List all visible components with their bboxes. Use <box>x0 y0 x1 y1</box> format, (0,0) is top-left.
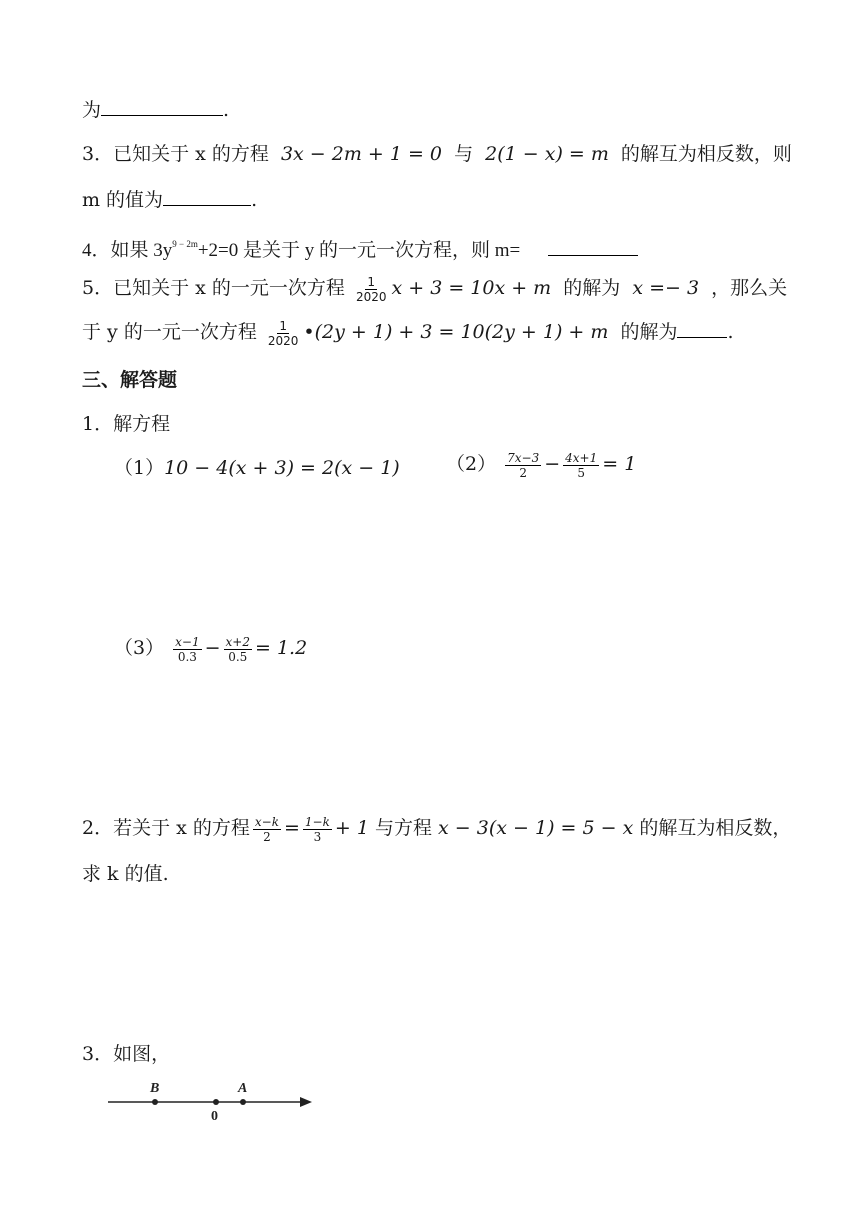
fill-q4 <box>82 230 638 265</box>
frac-num: x+2 <box>225 634 250 649</box>
fraction-1-over-2020 <box>266 319 301 348</box>
fraction <box>505 451 541 480</box>
frac-den: 3 <box>313 829 322 844</box>
fraction <box>303 815 332 844</box>
point-B <box>152 1099 158 1105</box>
frac-num: x−k <box>254 814 279 829</box>
answer-blank <box>548 237 638 256</box>
rhs: = 1 <box>602 453 637 475</box>
text-prefix: 为 <box>82 99 102 121</box>
frac-den: 2 <box>263 829 271 844</box>
point-A <box>240 1099 246 1105</box>
answer-blank <box>163 187 251 206</box>
prev-question-tail <box>82 96 229 124</box>
problem-2-equation: x − 3(x − 1) = 5 − x <box>438 817 634 839</box>
problem-1c <box>114 634 307 664</box>
problem-1a <box>114 454 400 482</box>
q4-rest: +2=0 是关于 y 的一元一次方程，则 m= <box>197 240 521 261</box>
equals-sign: = <box>283 817 300 839</box>
problem-3-title: 3．如图， <box>82 1043 171 1065</box>
problem-1-title: 1．解方程 <box>82 413 171 435</box>
frac-den: 2020 <box>267 333 299 348</box>
frac-num: 1 <box>279 318 287 333</box>
fraction <box>563 451 599 480</box>
item-label: （3） <box>114 637 165 659</box>
fraction <box>173 635 201 664</box>
problem-2-mid: 与方程 <box>374 817 432 839</box>
frac-num: 7x−3 <box>507 450 540 465</box>
q3-equation-1: 3x − 2m + 1 = 0 <box>280 143 443 165</box>
item-label: （2） <box>446 453 497 475</box>
q3-lead: 3．已知关于 x 的方程 <box>82 143 269 165</box>
frac-num: 1−k <box>304 814 330 829</box>
rhs: = 1.2 <box>255 637 308 659</box>
minus-sign: − <box>544 453 561 475</box>
fill-q5-line1 <box>82 274 787 304</box>
q5-line2-equation: •(2y + 1) + 3 = 10(2y + 1) + m <box>303 321 609 343</box>
frac-num: 4x+1 <box>565 450 598 465</box>
q5-line2-end: . <box>727 321 734 343</box>
q5-line2-lead: 于 y 的一元一次方程 <box>82 321 257 343</box>
q5-mid: 的解为 <box>563 277 621 299</box>
frac-den: 0.5 <box>228 649 248 664</box>
arrow-head-icon <box>300 1097 312 1107</box>
answer-blank <box>101 97 223 116</box>
q5-tail: ，那么关 <box>711 277 788 299</box>
frac-den: 0.3 <box>177 649 197 664</box>
label-0: 0 <box>211 1109 218 1124</box>
problem-2-line1 <box>82 814 791 844</box>
frac-num: x−1 <box>175 634 200 649</box>
q3-equation-2: 2(1 − x) = m <box>485 143 609 165</box>
q5-equation: x + 3 = 10x + m <box>391 277 552 299</box>
q3-mid: 与 <box>454 143 474 165</box>
frac-den: 5 <box>577 465 586 480</box>
problem-2-lead: 2．若关于 x 的方程 <box>82 817 250 839</box>
problem-2-line2: 求 k 的值. <box>82 863 169 885</box>
q3-line2-pre: m 的值为 <box>82 189 164 211</box>
frac-num: 1 <box>367 274 376 289</box>
frac-den: 2 <box>519 465 527 480</box>
problem-2-tail: 的解互为相反数， <box>639 817 792 839</box>
q3-tail: 的解互为相反数，则 <box>620 143 792 165</box>
plus-one: + 1 <box>334 817 369 839</box>
q4-exponent: 9 − 2m <box>172 239 198 249</box>
q5-solution: x =− 3 <box>632 277 700 299</box>
item-label: （1） <box>114 457 165 479</box>
problem-1a-equation: 10 − 4(x + 3) = 2(x − 1) <box>164 457 400 479</box>
fraction-1-over-2020 <box>354 275 389 304</box>
point-origin <box>213 1099 219 1105</box>
fill-q3-line1 <box>82 140 792 168</box>
answer-blank <box>677 319 727 338</box>
minus-sign: − <box>204 637 221 659</box>
problem-1b <box>446 450 636 480</box>
frac-den: 2020 <box>355 289 387 304</box>
section-title: 三、解答题 <box>82 369 178 391</box>
fill-q5-line2 <box>82 318 734 348</box>
fill-q3-line2 <box>82 186 257 214</box>
q4-lead: 4．如果 3y <box>82 240 173 261</box>
number-line-figure <box>100 1070 330 1130</box>
text-suffix: . <box>223 99 230 121</box>
label-A: A <box>238 1081 248 1096</box>
q3-line2-suffix: . <box>251 189 258 211</box>
fraction <box>224 635 252 664</box>
label-B: B <box>150 1081 160 1096</box>
q5-line2-tail: 的解为 <box>620 321 678 343</box>
q5-lead: 5．已知关于 x 的一元一次方程 <box>82 277 345 299</box>
fraction <box>253 815 281 844</box>
